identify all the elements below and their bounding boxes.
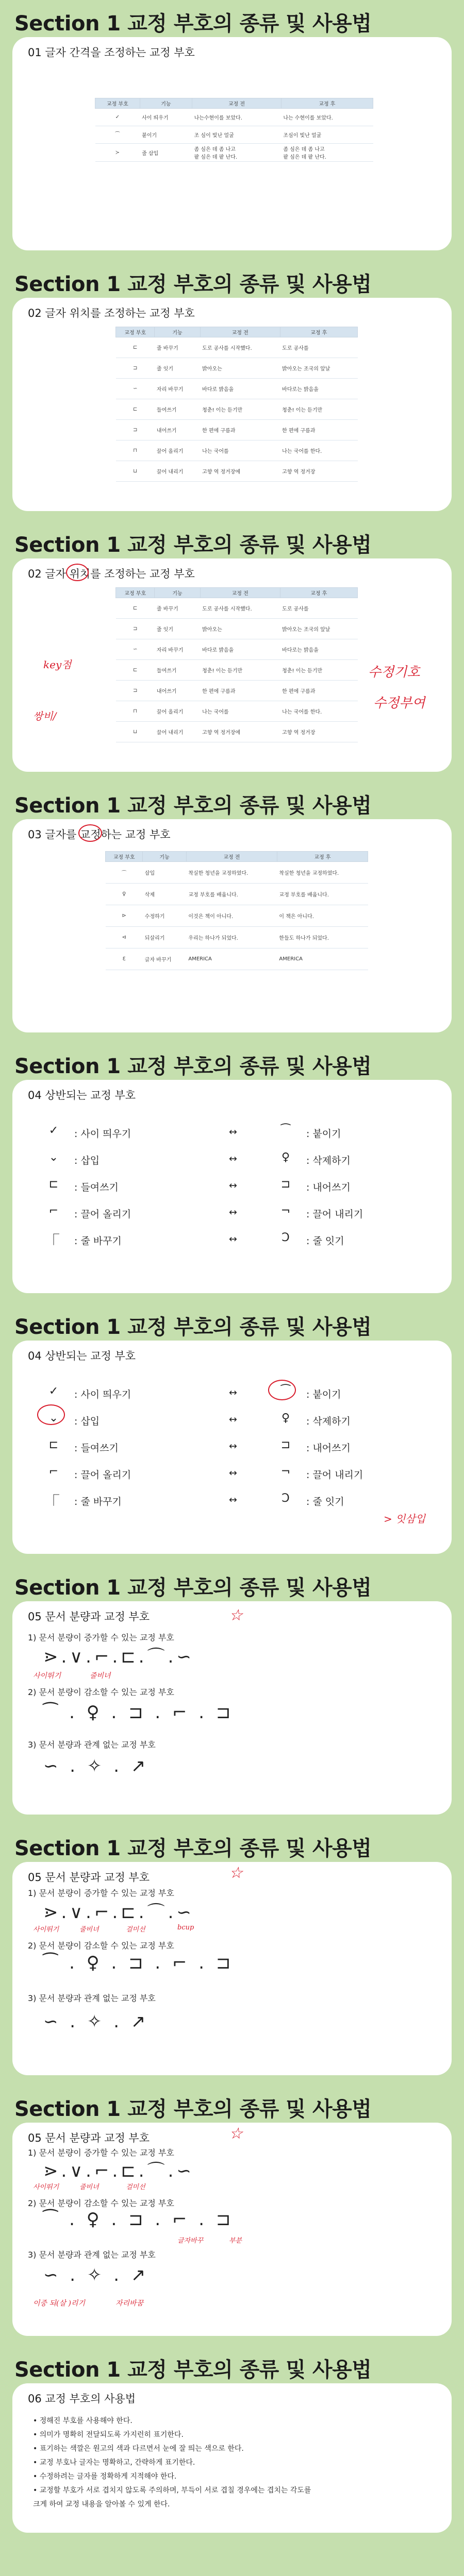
section-title: Section 1 교정 부호의 종류 및 사용법: [14, 794, 372, 818]
after-cell: 청춘! 이는 듣기만: [280, 399, 357, 420]
section-title: Section 1 교정 부호의 종류 및 사용법: [14, 12, 372, 36]
table-header: 교정 후: [280, 588, 357, 598]
symbol-row: ⋗.∨.⌐.⊏.⌒.∽: [43, 2161, 194, 2181]
function-cell: 수정하기: [143, 905, 187, 927]
slide-panel: [12, 2383, 452, 2533]
double-arrow-icon: ↔: [229, 1387, 237, 1398]
after-cell: 좀 심은 데 좀 나고 팥 심은 데 팥 난다.: [281, 144, 373, 162]
list-item: [33, 1201, 435, 1228]
table-row: [116, 379, 358, 399]
proof-symbol: ⌄: [48, 1412, 59, 1425]
function-cell: 들여쓰기: [155, 399, 200, 420]
slide-subtitle: 05 문서 분량과 교정 부호: [28, 1871, 150, 1884]
list-item: [33, 1148, 435, 1175]
symbol-row: ⁀ . ♀ . ⊐ . ⌐ . ⊐: [43, 1702, 234, 1723]
symbol-label: : 붙이기: [306, 1128, 341, 1140]
symbol-label: : 사이 띄우기: [74, 1128, 131, 1140]
annotation-circle: [37, 1404, 65, 1425]
before-cell: 청춘! 이는 듣기만: [200, 399, 280, 420]
symbol-label: : 내어쓰기: [306, 1182, 351, 1193]
after-cell: 고향 역 정거장: [280, 722, 357, 742]
proof-symbol: ⊐: [116, 420, 155, 440]
proof-symbol: Ɔ: [281, 1231, 290, 1244]
symbol-label: : 줄 바꾸기: [74, 1235, 122, 1247]
section-title: Section 1 교정 부호의 종류 및 사용법: [14, 2358, 372, 2382]
proof-symbol: ⊔: [116, 461, 155, 482]
handwritten-note: 수정기호: [368, 665, 420, 680]
proof-symbol: ⊏: [48, 1178, 59, 1191]
proof-symbol: ⊓: [116, 701, 155, 722]
slide-panel: [12, 2123, 452, 2336]
after-cell: 착실한 청년을 교정하였다.: [277, 862, 368, 884]
slide-panel: [12, 1601, 452, 1815]
after-cell: 한 편에 구름과: [280, 681, 357, 701]
table-row: [116, 337, 358, 358]
before-cell: 나는 국어를: [200, 440, 280, 461]
after-cell: 청춘! 이는 듣기만: [280, 660, 357, 681]
list-item: • 교정할 부호가 서로 겹치지 않도록 주의하며, 부득이 서로 겹칠 경우에는 겹치는 각도를: [33, 2486, 311, 2495]
proof-symbol: ⊏: [116, 660, 155, 681]
list-item: • 정해진 부호를 사용해야 한다.: [33, 2417, 132, 2425]
symbol-label: : 끌어 올리기: [74, 1469, 131, 1481]
table-row: [116, 399, 358, 420]
after-cell: AMERICA: [277, 948, 368, 970]
slide-panel: [12, 1080, 452, 1293]
handwritten-note: 수정부여: [373, 696, 425, 711]
function-cell: 삽입: [143, 862, 187, 884]
handwritten-note: ☆: [229, 2125, 243, 2143]
before-cell: 조 심이 빛난 얼굴: [192, 126, 281, 144]
list-item: [33, 1228, 435, 1255]
symbol-label: : 들여쓰기: [74, 1443, 119, 1454]
proof-symbol: ¬: [280, 1465, 291, 1478]
table-row: [116, 619, 358, 639]
function-cell: 줄 잇기: [155, 358, 200, 379]
before-cell: 도로 공사를 시작했다.: [200, 337, 280, 358]
table-header: 교정 전: [186, 852, 277, 862]
handwritten-note: 부분: [229, 2237, 242, 2245]
slide-subtitle: 05 문서 분량과 교정 부호: [28, 2132, 150, 2144]
table-row: [116, 358, 358, 379]
double-arrow-icon: ↔: [229, 1233, 237, 1245]
before-cell: 바다로 밝음을: [200, 379, 280, 399]
double-arrow-icon: ↔: [229, 1153, 237, 1164]
symbol-label: : 들여쓰기: [74, 1182, 119, 1193]
symbol-row: ⋗.∨.⌐.⊏.⌒.∽: [43, 1647, 194, 1667]
table-header: 교정 부호: [95, 98, 140, 109]
annotation-circle: [78, 824, 102, 842]
after-cell: 한들도 하나가 되었다.: [277, 927, 368, 948]
before-cell: 교정 부호를 배웁니다.: [186, 884, 277, 905]
function-cell: 자리 바꾸기: [155, 639, 200, 660]
after-cell: 나는 국어를 한다.: [280, 701, 357, 722]
before-cell: 밝아오는: [200, 358, 280, 379]
function-cell: 끌어 올리기: [155, 440, 200, 461]
correction-table: [115, 327, 358, 482]
proof-symbol: ♀: [106, 884, 143, 905]
category-label: 2) 문서 분량이 감소할 수 있는 교정 부호: [28, 1941, 174, 1951]
proof-symbol: ∽: [116, 639, 155, 660]
symbol-label: : 삭제하기: [306, 1155, 351, 1166]
slide-4: [0, 782, 464, 1043]
handwritten-note: > 잇삼입: [384, 1513, 426, 1525]
proof-symbol: ⌒: [106, 862, 143, 884]
after-cell: 밝아오는 조국의 앞날: [280, 358, 357, 379]
slide-panel: [12, 37, 452, 250]
category-label: 3) 문서 분량과 관계 없는 교정 부호: [28, 1740, 156, 1750]
symbol-label: : 사이 띄우기: [74, 1389, 131, 1400]
slide-6: [0, 1303, 464, 1564]
before-cell: 청춘! 이는 듣기만: [200, 660, 280, 681]
table-row: [95, 109, 373, 126]
symbol-label: : 줄 바꾸기: [74, 1496, 122, 1507]
after-cell: 밝아오는 조국의 앞날: [280, 619, 357, 639]
double-arrow-icon: ↔: [229, 1440, 237, 1452]
category-label: 3) 문서 분량과 관계 없는 교정 부호: [28, 2250, 156, 2260]
proof-symbol: ⁀: [281, 1385, 290, 1398]
table-header: 기능: [143, 852, 187, 862]
table-row: [106, 862, 368, 884]
symbol-row: ∽ . ✧ . ↗: [43, 2265, 149, 2285]
table-row: [116, 701, 358, 722]
before-cell: 우리는 하나가 되었다.: [186, 927, 277, 948]
slide-panel: [12, 819, 452, 1032]
table-header: 교정 후: [277, 852, 368, 862]
double-arrow-icon: ↔: [229, 1126, 237, 1138]
double-arrow-icon: ↔: [229, 1414, 237, 1425]
slide-subtitle: 02 글자 위치를 조정하는 교정 부호: [28, 307, 195, 319]
handwritten-note: 사이뛰기: [33, 1672, 61, 1680]
proof-symbol: ⊏: [116, 598, 155, 619]
function-cell: 줄 바꾸기: [155, 598, 200, 619]
list-item: • 교정 부호나 글자는 명확하고, 간략하게 표기한다.: [33, 2459, 195, 2467]
after-cell: 바다로는 밝음을: [280, 379, 357, 399]
slide-subtitle: 05 문서 분량과 교정 부호: [28, 1611, 150, 1623]
proof-symbol: ∽: [116, 379, 155, 399]
before-cell: 도로 공사를 시작했다.: [200, 598, 280, 619]
before-cell: 밝아오는: [200, 619, 280, 639]
symbol-label: : 삽입: [74, 1155, 100, 1166]
handwritten-note: 쌍비/: [33, 710, 57, 722]
symbol-label: : 삽입: [74, 1416, 100, 1427]
slide-subtitle: 01 글자 간격을 조정하는 교정 부호: [28, 46, 195, 59]
handwritten-note: 이중 되(살 )리기: [33, 2299, 85, 2308]
proof-symbol: ⊳: [106, 905, 143, 927]
after-cell: 나는 국어를 한다.: [280, 440, 357, 461]
table-row: [106, 905, 368, 927]
before-cell: 한 편에 구름과: [200, 681, 280, 701]
slide-9: [0, 2086, 464, 2346]
proof-symbol: ⌄: [48, 1151, 59, 1164]
before-cell: 바다로 밝음을: [200, 639, 280, 660]
proof-symbol: ⊲: [106, 927, 143, 948]
table-row: [106, 948, 368, 970]
proof-symbol: ≻: [95, 144, 140, 162]
handwritten-note: 줄비녀: [79, 2183, 99, 2191]
list-item: [33, 1489, 435, 1516]
proof-symbol: ⊐: [116, 358, 155, 379]
slide-3: [0, 521, 464, 782]
slide-subtitle: 06 교정 부호의 사용법: [28, 2393, 136, 2405]
double-arrow-icon: ↔: [229, 1180, 237, 1191]
category-label: 2) 문서 분량이 감소할 수 있는 교정 부호: [28, 1687, 174, 1697]
table-header: 기능: [155, 327, 200, 337]
category-label: 1) 문서 분량이 증가할 수 있는 교정 부호: [28, 1888, 174, 1898]
function-cell: 삭제: [143, 884, 187, 905]
symbol-label: : 줄 잇기: [306, 1235, 344, 1247]
handwritten-note: 자리바꿈: [115, 2299, 144, 2308]
proof-symbol: Ɛ: [106, 948, 143, 970]
table-header: 교정 전: [192, 98, 281, 109]
proof-symbol: ⌐: [48, 1465, 59, 1478]
proof-symbol: ⊏: [116, 337, 155, 358]
table-row: [116, 598, 358, 619]
before-cell: 한 편에 구름과: [200, 420, 280, 440]
table-header: 기능: [155, 588, 200, 598]
list-item: • 표기하는 색깔은 원고의 색과 다르면서 눈에 잘 띄는 색으로 한다.: [33, 2445, 244, 2453]
proof-symbol: Ɔ: [281, 1492, 290, 1505]
table-header: 교정 후: [281, 98, 373, 109]
table-header: 교정 부호: [116, 588, 155, 598]
proof-symbol: ✓: [48, 1124, 59, 1137]
list-item: [33, 1435, 435, 1462]
handwritten-note: ☆: [229, 1864, 243, 1882]
table-row: [95, 144, 373, 162]
function-cell: 내어쓰기: [155, 681, 200, 701]
list-item: [33, 1409, 435, 1435]
table-row: [116, 461, 358, 482]
correction-table: [95, 98, 373, 162]
before-cell: AMERICA: [186, 948, 277, 970]
list-item: [33, 1382, 435, 1409]
after-cell: 도로 공사를: [280, 598, 357, 619]
handwritten-note: 글자바꾸: [177, 2237, 204, 2245]
table-header: 교정 후: [280, 327, 357, 337]
slide-5: [0, 1043, 464, 1303]
function-cell: 줄 삽입: [140, 144, 192, 162]
handwritten-note: 걸미선: [126, 1926, 145, 1934]
slide-panel: [12, 558, 452, 772]
after-cell: 바다로는 밝음을: [280, 639, 357, 660]
list-item: [33, 1121, 435, 1148]
symbol-row: ⁀ . ♀ . ⊐ . ⌐ . ⊐: [43, 2209, 234, 2230]
after-cell: 교정 부호를 배웁니다.: [277, 884, 368, 905]
handwritten-note: bcup: [177, 1924, 194, 1931]
slide-subtitle: 04 상반되는 교정 부호: [28, 1089, 136, 1101]
category-label: 1) 문서 분량이 증가할 수 있는 교정 부호: [28, 1633, 174, 1642]
list-item: [33, 1175, 435, 1201]
proof-symbol: ⊐: [280, 1178, 291, 1191]
proof-symbol: ⁀: [281, 1124, 290, 1137]
proof-symbol: ✓: [48, 1385, 59, 1398]
symbol-row: ∽ . ✧ . ↗: [43, 2011, 149, 2032]
proof-symbol: ⊐: [116, 681, 155, 701]
before-cell: 나는수현이를 보았다.: [192, 109, 281, 126]
table-row: [116, 420, 358, 440]
double-arrow-icon: ↔: [229, 1494, 237, 1505]
table-row: [116, 440, 358, 461]
handwritten-note: ☆: [229, 1606, 243, 1624]
proof-symbol: ⊏: [116, 399, 155, 420]
table-header: 교정 전: [200, 327, 280, 337]
correction-table: [105, 851, 368, 970]
handwritten-note: 걸미선: [126, 2183, 145, 2191]
before-cell: 나는 국어를: [200, 701, 280, 722]
section-title: Section 1 교정 부호의 종류 및 사용법: [14, 1837, 372, 1860]
function-cell: 줄 바꾸기: [155, 337, 200, 358]
proof-symbol: ♀: [281, 1412, 290, 1425]
table-header: 교정 부호: [116, 327, 155, 337]
symbol-label: : 끌어 내리기: [306, 1469, 363, 1481]
annotation-circle: [268, 1380, 296, 1400]
symbol-label: : 삭제하기: [306, 1416, 351, 1427]
section-title: Section 1 교정 부호의 종류 및 사용법: [14, 533, 372, 557]
handwritten-note: 줄비녀: [90, 1672, 111, 1680]
slide-subtitle: 02 글자 위치를 조정하는 교정 부호: [28, 568, 195, 580]
section-title: Section 1 교정 부호의 종류 및 사용법: [14, 273, 372, 296]
function-cell: 줄 잇기: [155, 619, 200, 639]
function-cell: 자리 바꾸기: [155, 379, 200, 399]
slide-2: [0, 261, 464, 521]
table-header: 교정 전: [200, 588, 280, 598]
table-row: [116, 639, 358, 660]
handwritten-note: 사이뛰기: [33, 2183, 59, 2191]
after-cell: 나는 수현이를 보았다.: [281, 109, 373, 126]
table-row: [116, 722, 358, 742]
function-cell: 사이 띄우기: [140, 109, 192, 126]
table-row: [106, 927, 368, 948]
symbol-row: ∽ . ✧ . ↗: [43, 1756, 149, 1776]
proof-symbol: ✓: [95, 109, 140, 126]
proof-symbol: ⁀: [95, 126, 140, 144]
slide-subtitle: 04 상반되는 교정 부호: [28, 1350, 136, 1362]
table-header: 기능: [140, 98, 192, 109]
slide-panel: [12, 1862, 452, 2075]
before-cell: 착실한 청년을 교정하였다.: [186, 862, 277, 884]
symbol-label: : 줄 잇기: [306, 1496, 344, 1507]
slide-7: [0, 1564, 464, 1825]
section-title: Section 1 교정 부호의 종류 및 사용법: [14, 2097, 372, 2121]
after-cell: 조심이 빛난 얼굴: [281, 126, 373, 144]
function-cell: 붙이기: [140, 126, 192, 144]
function-cell: 끌어 내리기: [155, 461, 200, 482]
table-row: [106, 884, 368, 905]
slide-panel: [12, 1341, 452, 1554]
symbol-row: ⋗.∨.⌐.⊏.⌒.∽: [43, 1902, 194, 1923]
list-item: [33, 1462, 435, 1489]
symbol-label: : 끌어 올리기: [74, 1209, 131, 1220]
after-cell: 도로 공사를: [280, 337, 357, 358]
symbol-pairs: [33, 1121, 435, 1255]
table-header: 교정 부호: [106, 852, 143, 862]
correction-table: [115, 587, 358, 742]
table-row: [95, 126, 373, 144]
proof-symbol: ⊐: [280, 1438, 291, 1451]
slide-10: [0, 2346, 464, 2576]
after-cell: 한 편에 구름과: [280, 420, 357, 440]
table-row: [116, 681, 358, 701]
symbol-label: : 끌어 내리기: [306, 1209, 363, 1220]
section-title: Section 1 교정 부호의 종류 및 사용법: [14, 1055, 372, 1078]
proof-symbol: ⊐: [116, 619, 155, 639]
function-cell: 되살리기: [143, 927, 187, 948]
function-cell: 끌어 내리기: [155, 722, 200, 742]
function-cell: 내어쓰기: [155, 420, 200, 440]
proof-symbol: ¬: [280, 1205, 291, 1217]
handwritten-note: 줄비녀: [79, 1926, 99, 1934]
slide-panel: [12, 298, 452, 511]
before-cell: 좀 심은 데 좀 나고 팥 심은 데 팥 난다.: [192, 144, 281, 162]
slide-subtitle: 03 글자를 교정하는 교정 부호: [28, 828, 171, 841]
symbol-label: : 내어쓰기: [306, 1443, 351, 1454]
before-cell: 고향 역 정거장에: [200, 461, 280, 482]
proof-symbol: ⊏: [48, 1438, 59, 1451]
annotation-circle: [66, 564, 89, 581]
double-arrow-icon: ↔: [229, 1467, 237, 1479]
section-title: Section 1 교정 부호의 종류 및 사용법: [14, 1315, 372, 1339]
table-row: [116, 660, 358, 681]
handwritten-note: key점: [43, 658, 72, 671]
symbol-pairs: [33, 1382, 435, 1516]
handwritten-note: 사이뛰기: [33, 1926, 59, 1934]
proof-symbol: ♀: [281, 1151, 290, 1164]
section-title: Section 1 교정 부호의 종류 및 사용법: [14, 1576, 372, 1600]
function-cell: 들여쓰기: [155, 660, 200, 681]
double-arrow-icon: ↔: [229, 1207, 237, 1218]
function-cell: 끌어 올리기: [155, 701, 200, 722]
before-cell: 고향 역 정거장에: [200, 722, 280, 742]
list-item: • 의미가 명확히 전달되도록 가지런히 표기한다.: [33, 2431, 184, 2439]
after-cell: 고향 역 정거장: [280, 461, 357, 482]
category-label: 3) 문서 분량과 관계 없는 교정 부호: [28, 1993, 156, 2003]
proof-symbol: ⎾: [47, 1234, 59, 1247]
list-item: 크게 하여 교정 내용을 알아볼 수 있게 한다.: [33, 2500, 170, 2509]
proof-symbol: ⊔: [116, 722, 155, 742]
slide-1: [0, 0, 464, 261]
usage-list: [33, 2414, 311, 2512]
before-cell: 이것은 책이 아니다.: [186, 905, 277, 927]
proof-symbol: ⌐: [48, 1205, 59, 1217]
proof-symbol: ⎾: [47, 1495, 59, 1507]
category-label: 2) 문서 분량이 감소할 수 있는 교정 부호: [28, 2198, 174, 2208]
slide-8: [0, 1825, 464, 2086]
proof-symbol: ⊓: [116, 440, 155, 461]
function-cell: 글자 바꾸기: [143, 948, 187, 970]
symbol-label: : 붙이기: [306, 1389, 341, 1400]
list-item: • 수정하려는 글자를 정확하게 지적해야 한다.: [33, 2472, 177, 2481]
after-cell: 이 책은 아니다.: [277, 905, 368, 927]
category-label: 1) 문서 분량이 증가할 수 있는 교정 부호: [28, 2148, 174, 2158]
symbol-row: ⁀ . ♀ . ⊐ . ⌐ . ⊐: [43, 1953, 234, 1973]
